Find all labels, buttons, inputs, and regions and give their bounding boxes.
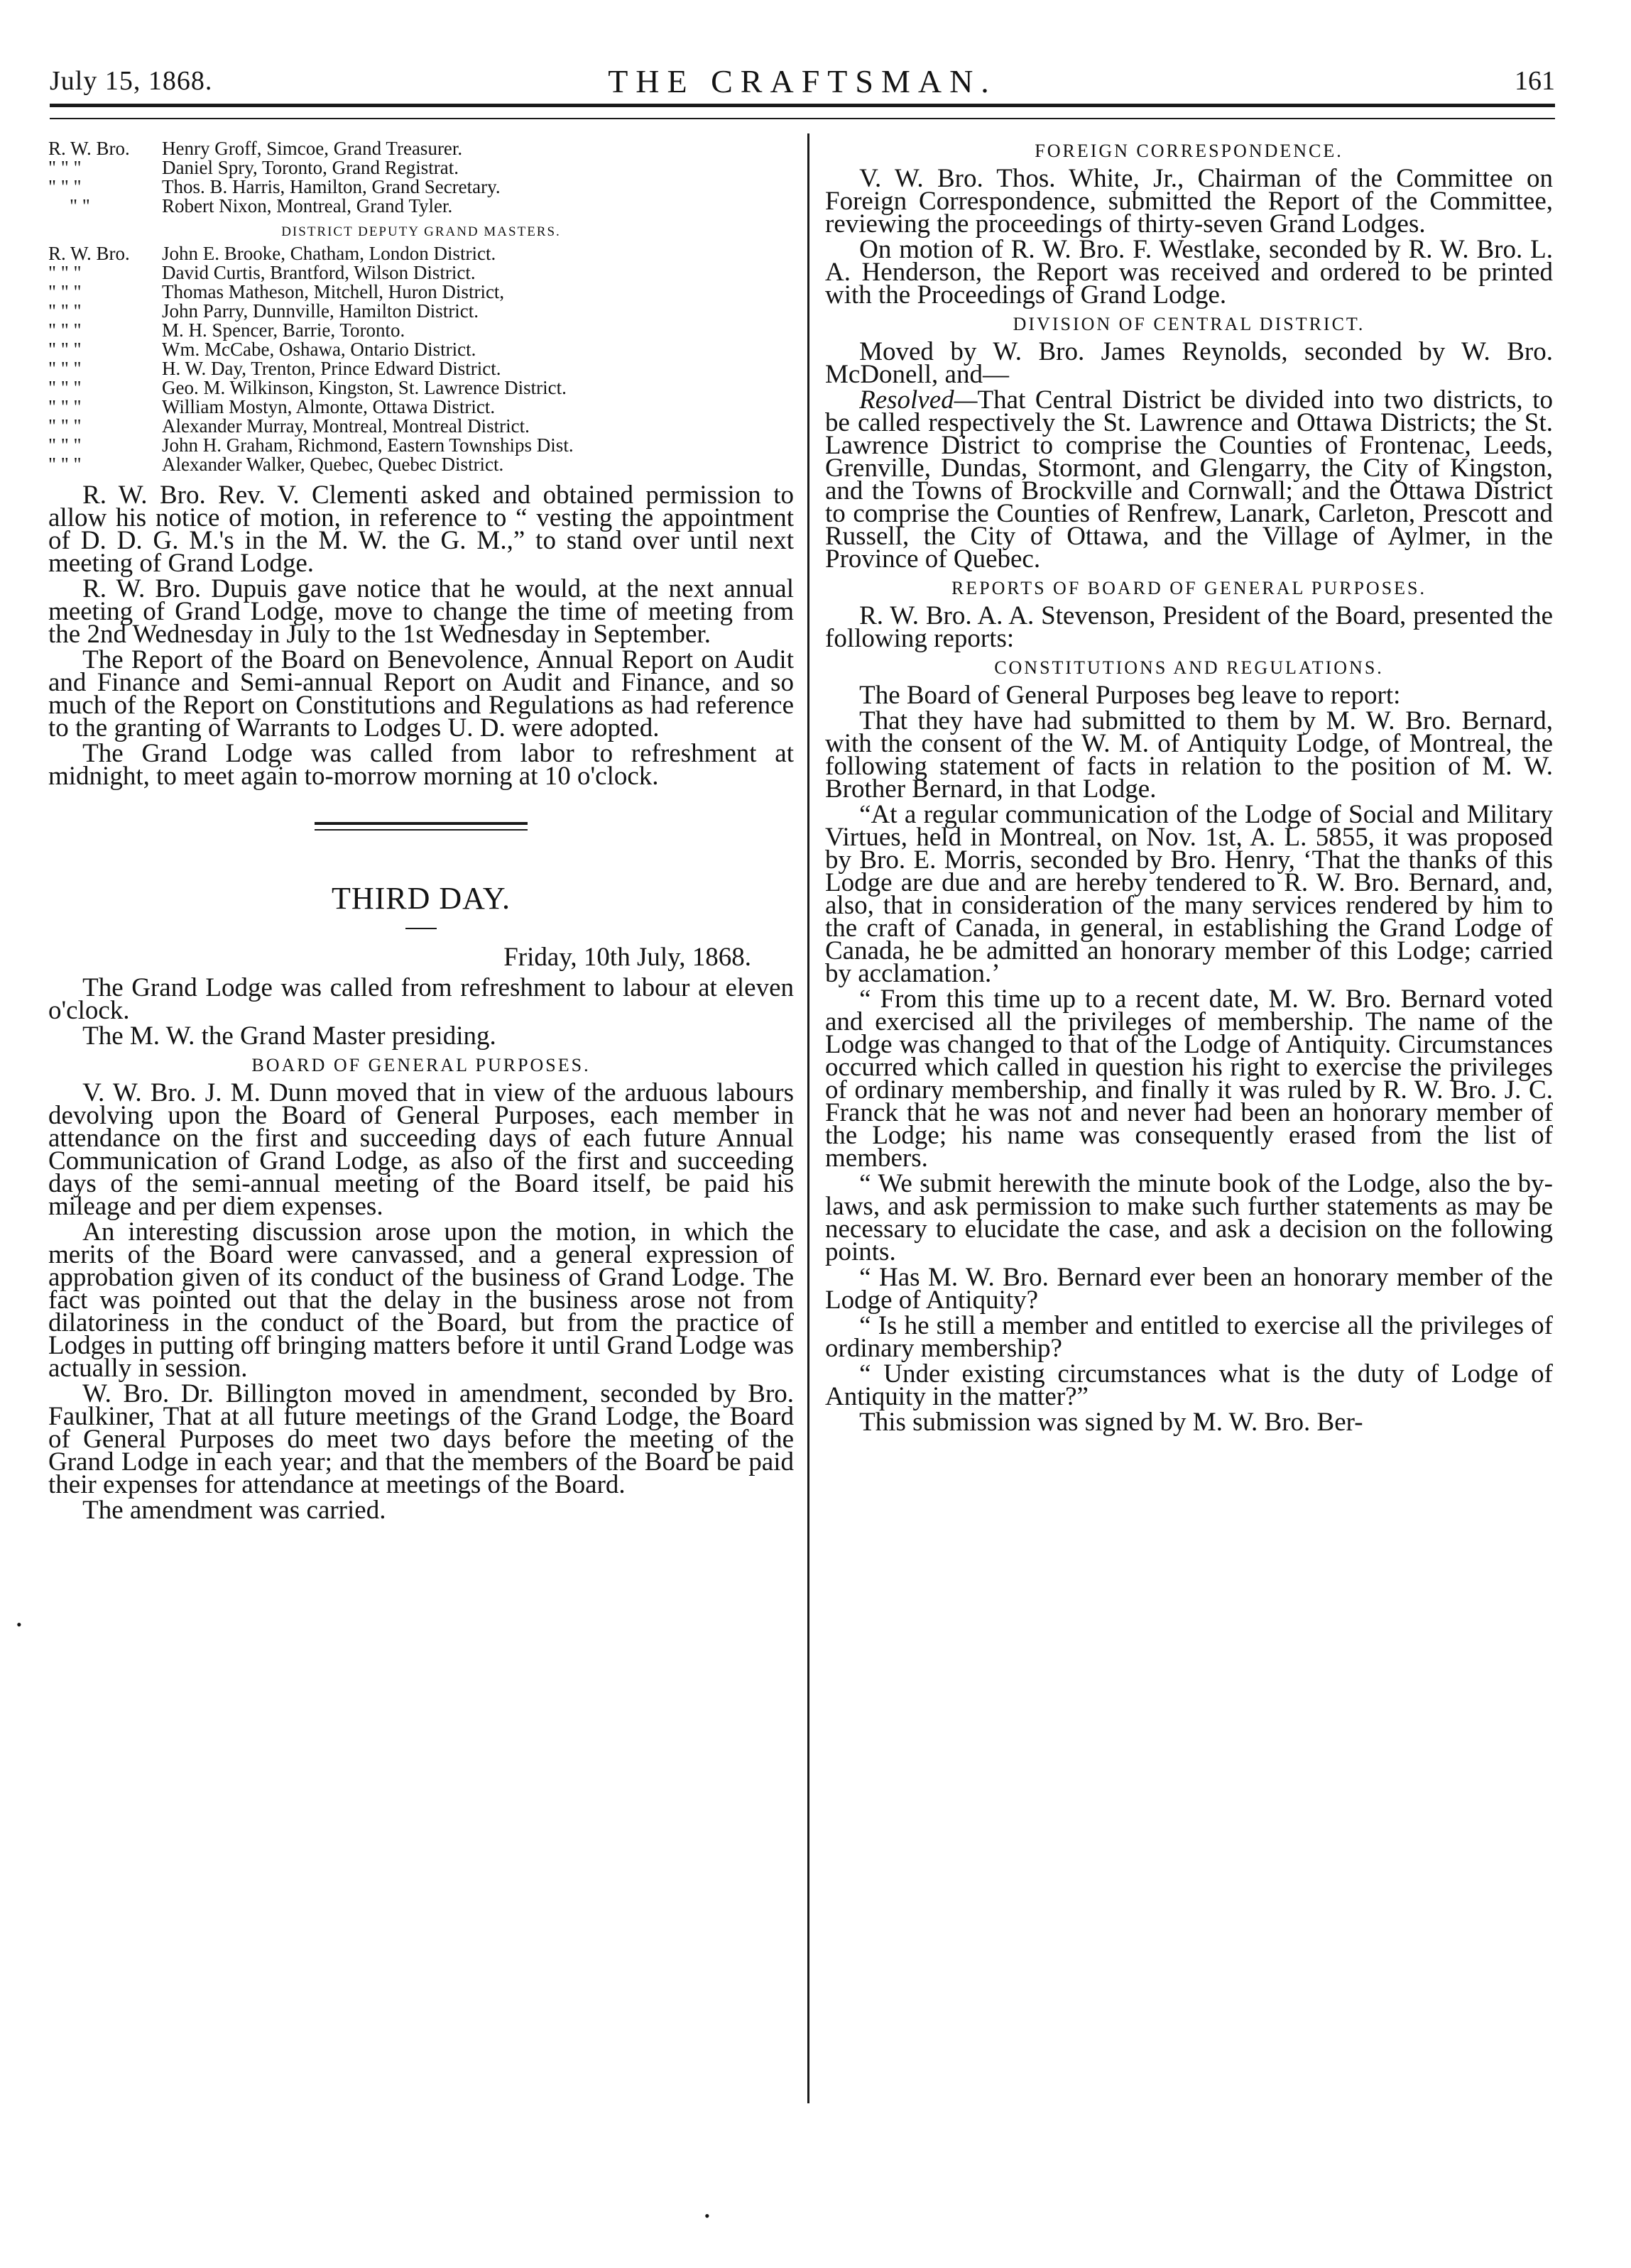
subsection-heading: FOREIGN CORRESPONDENCE. [1035, 141, 1343, 161]
paragraph [825, 385, 1553, 574]
footer-mark: • [704, 2207, 710, 2225]
paragraph: Moved by W. Bro. James Reynolds, seconded by W. Bro. McDonell, and— [825, 337, 1553, 389]
paragraph: R. W. Bro. A. A. Stevenson, President of the Board, presented the following reports: [825, 601, 1553, 653]
list-item: R. W. Bro. John E. Brooke, Chatham, London District. [48, 243, 496, 264]
subsection-heading: CONSTITUTIONS AND REGULATIONS. [994, 657, 1384, 678]
paragraph: V. W. Bro. J. M. Dunn moved that in view of the arduous labours devolving upon the Board of General Purposes, each member in attendance on the first and succeeding days of each future Annual Communication of Grand Lodge, as also of the first and succeeding days of the semi-annual meeting of the Board itself, be paid his mileage and per diem expenses. [48, 1078, 794, 1221]
paragraph: The amendment was carried. [82, 1496, 386, 1525]
list-item: " " " John H. Graham, Richmond, Eastern Townships Dist. [48, 434, 574, 456]
paragraph: On motion of R. W. Bro. F. Westlake, seconded by R. W. Bro. L. A. Henderson, the Report was received and ordered to be printed with the Proceedings of Grand Lodge. [825, 235, 1553, 309]
ddgm-heading: DISTRICT DEPUTY GRAND MASTERS. [281, 224, 561, 239]
paragraph: The Grand Lodge was called from refreshment to labour at eleven o'clock. [48, 973, 794, 1025]
date-line: Friday, 10th July, 1868. [503, 943, 751, 972]
paragraph: This submission was signed by M. W. Bro. Ber- [859, 1408, 1363, 1437]
header-rule-thick [50, 104, 1555, 107]
list-item: " " " Daniel Spry, Toronto, Grand Registrat. [48, 157, 459, 178]
page-header [50, 44, 1555, 101]
paragraph: The Grand Lodge was called from labor to refreshment at midnight, to meet again to-morrow morning at 10 o'clock. [48, 739, 794, 791]
paragraph: The M. W. the Grand Master presiding. [82, 1021, 496, 1051]
list-item: " " " H. W. Day, Trenton, Prince Edward District. [48, 358, 501, 379]
paragraph: The Report of the Board on Benevolence, Annual Report on Audit and Finance and Semi-annual Report on Audit and Finance, and so much of the Report on Constitutions and Regulations as had reference to the granting of Warrants to Lodges U. D. were adopted. [48, 645, 794, 743]
list-item: " " " Wm. McCabe, Oshawa, Ontario District. [48, 339, 476, 360]
paragraph: R. W. Bro. Rev. V. Clementi asked and obtained permission to allow his notice of motion, in reference to “ vesting the appointment of D. D. G. M.'s in the M. W. the G. M.,” to stand over until next meeting of Grand Lodge. [48, 481, 794, 578]
margin-mark: • [16, 1616, 22, 1633]
resolution-text: That Central District be divided into two districts, to be called respectively the St. Lawrence and Ottawa Districts; the St. Lawrence District to comprise the Counties of Frontenac, Leeds, Grenville, Dundas, Stormont, and Glengarry, the City of Kingston, and the Towns of Brockville and Cornwall; and the Ottawa District to comprise the Counties of Renfrew, Lanark, Carleton, Prescott and Russell, the City of Ottawa, and the Village of Aylmer, in the Province of Quebec. [825, 385, 1553, 574]
divider [405, 928, 437, 929]
paragraph: “ Is he still a member and entitled to exercise all the privileges of ordinary membership? [825, 1311, 1553, 1363]
list-item: " " " William Mostyn, Almonte, Ottawa District. [48, 396, 496, 417]
paragraph: “At a regular communication of the Lodge of Social and Military Virtues, held in Montreal, on Nov. 1st, A. L. 5855, it was proposed by Bro. E. Morris, seconded by Bro. Henry, ‘That the thanks of this Lodge are due and are hereby tendered to R. W. Bro. Bernard, and, also, that in consideration of the many services rendered by him to the craft of Canada, in general, in establishing the Grand Lodge of Canada, he be admitted an honorary member of this Lodge; carried by acclamation.’ [825, 800, 1553, 988]
officers-list [48, 139, 794, 216]
paragraph: “ Under existing circumstances what is the duty of Lodge of Antiquity in the matter?” [825, 1359, 1553, 1411]
subsection-heading: REPORTS OF BOARD OF GENERAL PURPOSES. [951, 578, 1427, 598]
column-divider [807, 133, 809, 2103]
header-rule-thin [50, 118, 1555, 119]
list-item: " " Robert Nixon, Montreal, Grand Tyler. [70, 195, 453, 217]
resolved-label: Resolved— [859, 385, 978, 415]
paragraph: “ Has M. W. Bro. Bernard ever been an honorary member of the Lodge of Antiquity? [825, 1263, 1553, 1315]
subsection-heading: BOARD OF GENERAL PURPOSES. [251, 1055, 591, 1075]
paragraph: “ We submit herewith the minute book of the Lodge, also the by-laws, and ask permission to make such further statements as may be necessary to elucidate the case, and ask a decision on the following points. [825, 1169, 1553, 1266]
list-item: " " " Thomas Matheson, Mitchell, Huron District, [48, 281, 505, 302]
list-item: " " " Alexander Walker, Quebec, Quebec District. [48, 454, 504, 475]
paragraph: An interesting discussion arose upon the motion, in which the merits of the Board were canvassed, and a general expression of approbation given of its conduct of the business of Grand Lodge. The fact was pointed out that the delay in the business arose not from dilatoriness in the conduct of the Board, but from the practice of Lodges in putting off bringing matters before it until Grand Lodge was actually in session. [48, 1217, 794, 1383]
list-item: " " " M. H. Spencer, Barrie, Toronto. [48, 319, 405, 341]
paragraph: That they have had submitted to them by M. W. Bro. Bernard, with the consent of the W. M. of Antiquity Lodge, of Montreal, the following statement of facts in relation to the position of M. W. Brother Bernard, in that Lodge. [825, 706, 1553, 804]
list-item: R. W. Bro. Henry Groff, Simcoe, Grand Treasurer. [48, 138, 463, 159]
paragraph: V. W. Bro. Thos. White, Jr., Chairman of the Committee on Foreign Correspondence, submitted the Report of the Committee, reviewing the proceedings of thirty-seven Grand Lodges. [825, 164, 1553, 239]
list-item: " " " Alexander Murray, Montreal, Montreal District. [48, 415, 530, 437]
journal-title: THE CRAFTSMAN. [608, 63, 997, 99]
right-column [825, 139, 1553, 1437]
paragraph: W. Bro. Dr. Billington moved in amendment, seconded by Bro. Faulkiner, That at all future meetings of the Grand Lodge, the Board of General Purposes do meet two days before the meeting of the Grand Lodge in each year; and that the members of the Board be paid their expenses for attendance at meetings of the Board. [48, 1379, 794, 1499]
list-item: " " " Thos. B. Harris, Hamilton, Grand Secretary. [48, 176, 501, 197]
page-number: 161 [1515, 66, 1555, 96]
issue-date: July 15, 1868. [50, 66, 213, 96]
list-item: " " " David Curtis, Brantford, Wilson District. [48, 262, 476, 283]
section-heading: THIRD DAY. [331, 881, 511, 916]
list-item: " " " John Parry, Dunnville, Hamilton District. [48, 300, 479, 322]
paragraph: The Board of General Purposes beg leave to report: [859, 681, 1401, 710]
section-separator [315, 822, 528, 831]
list-item: " " " Geo. M. Wilkinson, Kingston, St. Lawrence District. [48, 377, 567, 398]
paragraph: R. W. Bro. Dupuis gave notice that he would, at the next annual meeting of Grand Lodge, move to change the time of meeting from the 2nd Wednesday in July to the 1st Wednesday in September. [48, 574, 794, 649]
ddgm-list [48, 244, 794, 474]
paragraph: “ From this time up to a recent date, M. W. Bro. Bernard voted and exercised all the privileges of membership. The name of the Lodge was changed to that of the Lodge of Antiquity. Circumstances occurred which called in question his right to exercise the privileges of ordinary membership, and finally it was ruled by R. W. Bro. J. C. Franck that he was not and never had been an honorary member of the Lodge; his name was consequently erased from the list of members. [825, 985, 1553, 1173]
subsection-heading: DIVISION OF CENTRAL DISTRICT. [1013, 314, 1365, 334]
left-column [48, 139, 794, 1525]
